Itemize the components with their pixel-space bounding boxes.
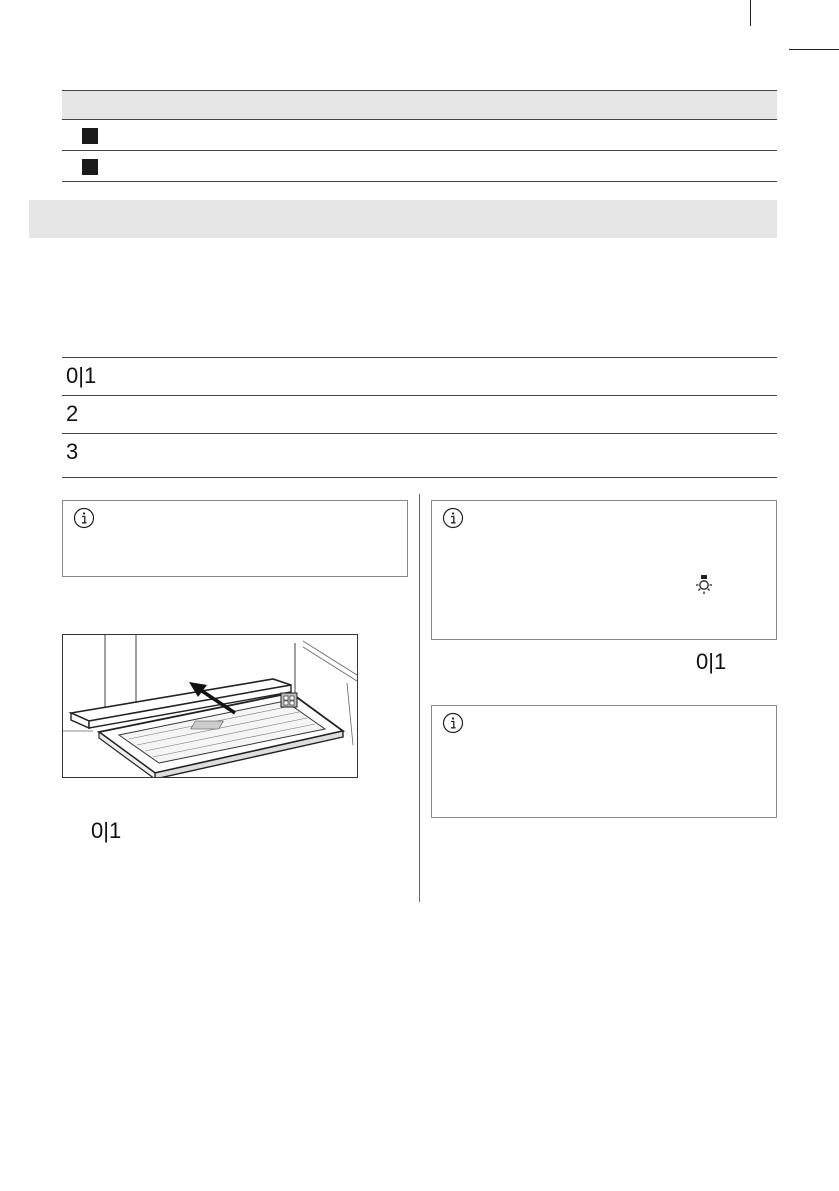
- crop-mark-right: [789, 49, 839, 50]
- table-row: [62, 120, 777, 151]
- info-note: [431, 500, 777, 640]
- light-bulb-icon: [692, 573, 716, 597]
- control-panel-table: [62, 357, 777, 478]
- info-icon: [442, 712, 464, 734]
- black-square-icon: [82, 128, 98, 144]
- black-square-icon: [82, 159, 98, 175]
- speed-2-symbol: 2: [66, 401, 79, 426]
- color-legend-table: [62, 90, 777, 182]
- info-note: [62, 500, 408, 577]
- table-row: [62, 357, 777, 395]
- table-row: [62, 433, 777, 478]
- table-row: [62, 395, 777, 433]
- info-icon: [73, 507, 95, 529]
- on-off-symbol: 0|1: [696, 649, 727, 674]
- on-off-symbol: 0|1: [66, 363, 97, 388]
- hood-illustration: [62, 634, 358, 778]
- table-row: [62, 151, 777, 182]
- speed-3-symbol: 3: [66, 439, 79, 464]
- crop-mark-top: [750, 0, 751, 26]
- on-off-symbol: 0|1: [91, 818, 122, 843]
- info-icon: [442, 507, 464, 529]
- info-note: [431, 705, 777, 818]
- hood-drawing: [63, 635, 357, 777]
- section-heading-bar: [29, 200, 777, 238]
- column-divider: [419, 494, 420, 902]
- table-header: [62, 90, 777, 120]
